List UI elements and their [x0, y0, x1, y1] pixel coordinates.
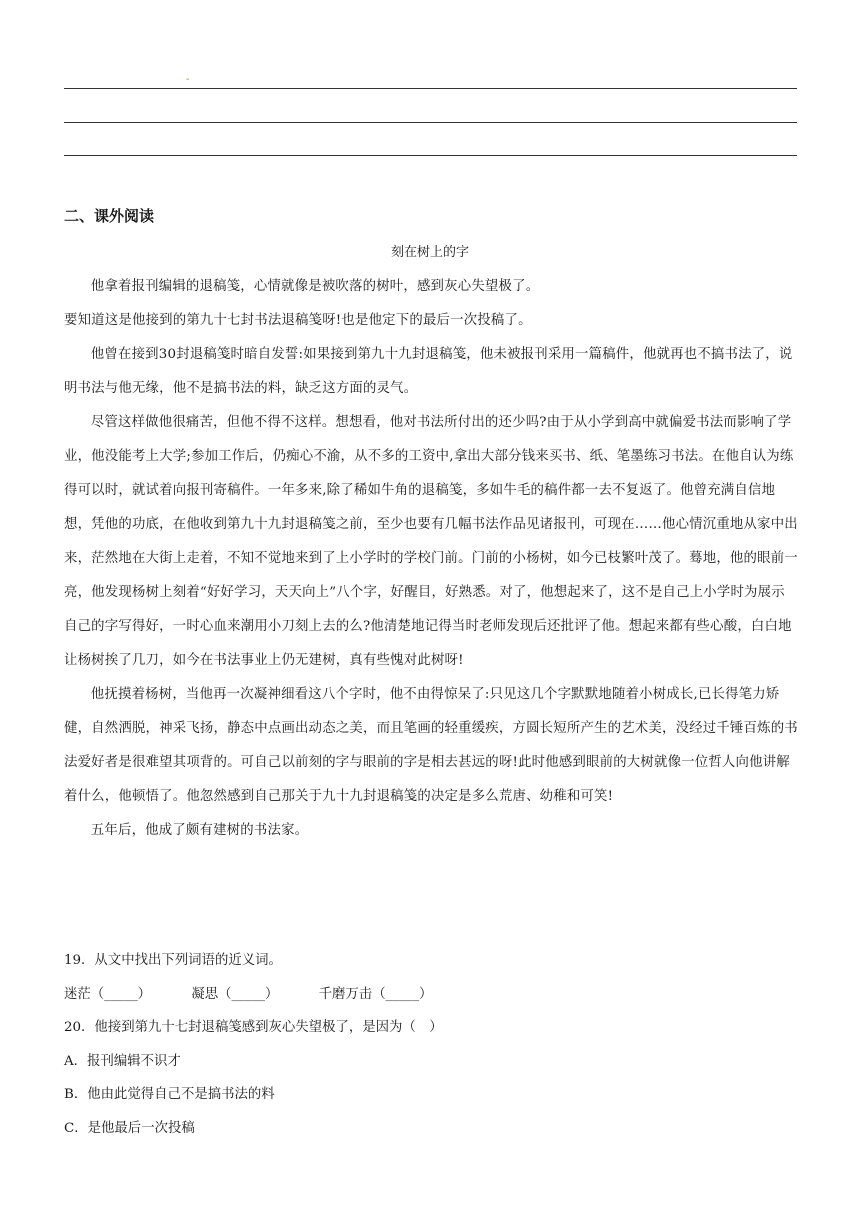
answer-line-1	[64, 88, 797, 89]
section-title: 二、课外阅读	[64, 207, 155, 225]
blank-word: 凝思	[191, 986, 219, 1002]
question-19-stem: 19．从文中找出下列词语的近义词。	[64, 953, 282, 968]
article-title: 刻在树上的字	[390, 245, 469, 260]
answer-blank[interactable]: （_____）	[90, 986, 152, 1002]
answer-blank[interactable]: （_____）	[372, 986, 433, 1002]
answer-blank[interactable]: （_____）	[218, 986, 279, 1002]
passage	[64, 270, 798, 848]
answer-line-3	[64, 155, 797, 156]
answer-line-2	[64, 122, 797, 123]
question-19-blanks	[64, 978, 798, 1012]
paragraph: 尽管这样做他很痛苦，但他不得不这样。想想看，他对书法所付出的还少吗?由于从小学到高中就偏爱书法而影响了学业，他没能考上大学;参加工作后，仍痴心不渝，从不多的工资中,拿出大部分钱来买书、纸、笔墨练习书法。在他自认为练得可以时，就试着向报刊寄稿件。一年多来,除了稀如牛角的退稿笺，多如牛毛的稿件都一去不复返了。他曾充满自信地想，凭他的功底，在他收到第九十九封退稿笺之前，至少也要有几幅书法作品见诸报刊，可现在……他心情沉重地从家中出来，茫然地在大街上走着，不知不觉地来到了上小学时的学校门前。门前的小杨树，如今已枝繁叶茂了。蓦地，他的眼前一亮，他发现杨树上刻着“好好学习，天天向上”八个字，好醒目，好熟悉。对了，他想起来了，这不是自己上小学时为展示自己的字写得好，一时心血来潮用小刀刻上去的么?他清楚地记得当时老师发现后还批评了他。想起来都有些心酸，白白地让杨树挨了几刀，如今在书法事业上仍无建树，真有些愧对此树呀!	[64, 415, 798, 668]
blank-item	[319, 978, 433, 1012]
blank-word: 千磨万击	[318, 986, 373, 1002]
option-c[interactable]: C．是他最后一次投稿	[64, 1120, 195, 1136]
paragraph: 他曾在接到30封退稿笺时暗自发誓:如果接到第九十九封退稿笺，他未被报刊采用一篇稿件，他就再也不搞书法了，说明书法与他无缘，他不是搞书法的料，缺乏这方面的灵气。	[64, 347, 793, 396]
questions	[64, 944, 798, 1145]
tick-mark: -	[186, 74, 190, 85]
blank-item	[191, 978, 278, 1012]
question-20-stem: 20．他接到第九十七封退稿笺感到灰心失望极了，是因为（ ）	[64, 1020, 443, 1035]
paragraph: 要知道这是他接到的第九十七封书法退稿笺呀!也是他定下的最后一次投稿了。	[64, 313, 532, 328]
paragraph: 他抚摸着杨树，当他再一次凝神细看这八个字时，他不由得惊呆了:只见这几个字默默地随着小树成长,已长得笔力矫健，自然洒脱，神采飞扬，静态中点画出动态之美，而且笔画的轻重缓疾，方圆长短所产生的艺术美，没经过千锤百炼的书法爱好者是很难望其项背的。可自己以前刻的字与眼前的字是相去甚远的呀!此时他感到眼前的大树就像一位哲人向他讲解着什么，他顿悟了。他忽然感到自己那关于九十九封退稿笺的决定是多么荒唐、幼稚和可笑!	[64, 687, 798, 804]
option-a[interactable]: A．报刊编辑不识才	[64, 1053, 181, 1069]
paragraph: 他拿着报刊编辑的退稿笺，心情就像是被吹落的树叶，感到灰心失望极了。	[90, 279, 540, 294]
blank-word: 迷茫	[64, 986, 91, 1002]
paragraph: 五年后，他成了颇有建树的书法家。	[90, 823, 309, 838]
blank-item	[64, 978, 151, 1012]
option-b[interactable]: B．他由此觉得自己不是搞书法的料	[64, 1087, 275, 1102]
